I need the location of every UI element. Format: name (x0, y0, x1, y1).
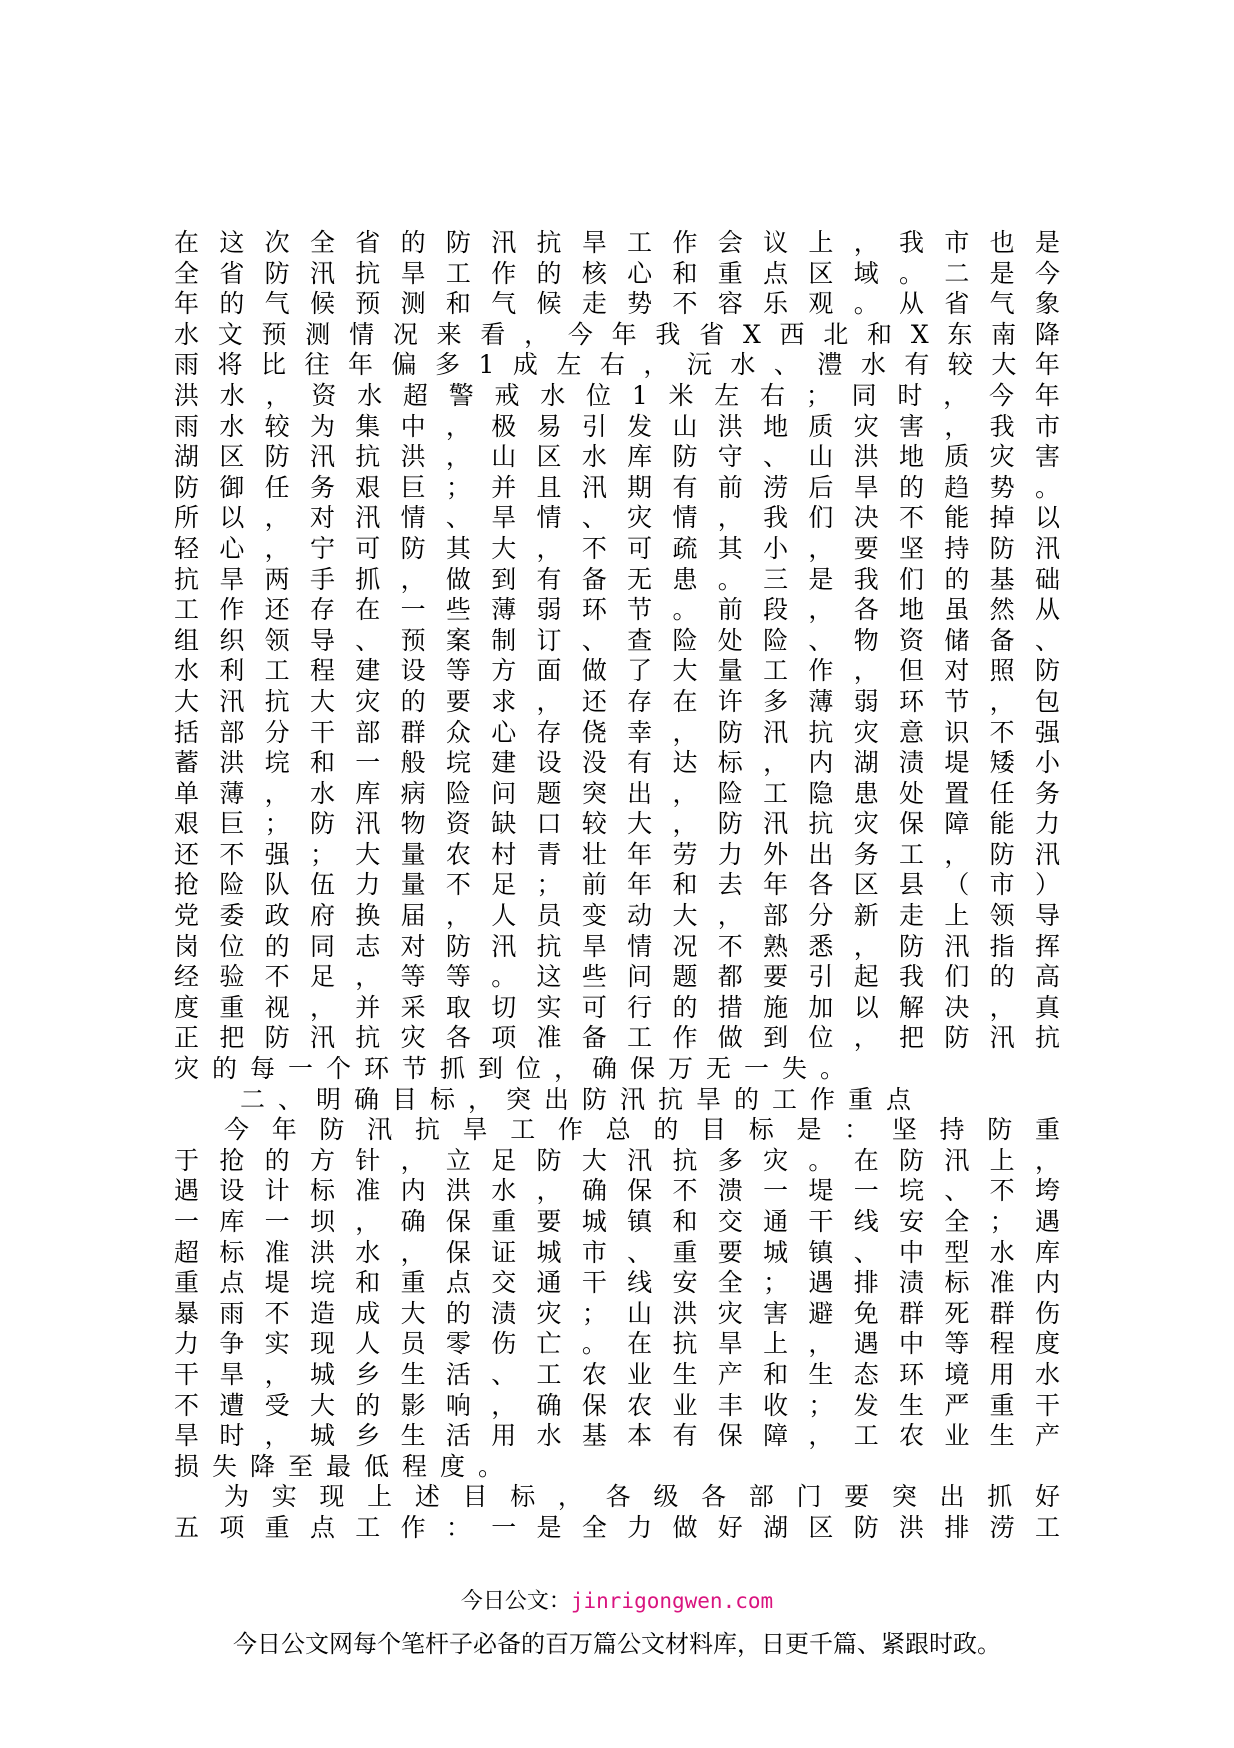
text-line: 全 省 防 汛 抗 旱 工 作 的 核 心 和 重 点 区 域 。 二 是 今 (174, 258, 1060, 288)
text-line: 损失降至最低程度。 (174, 1451, 517, 1481)
text-line: 工 作 还 存 在 一 些 薄 弱 环 节 。 前 段 ， 各 地 虽 然 从 (174, 595, 1060, 625)
text-line: 遇 设 计 标 准 内 洪 水 ， 确 保 不 溃 一 堤 一 垸 、 不 垮 (174, 1176, 1060, 1206)
text-line: 水 文 预 测 情 况 来 看 ， 今 年 我 省 X 西 北 和 X 东 南 降 (174, 319, 1060, 349)
text-line: 抗 旱 两 手 抓 ， 做 到 有 备 无 患 。 三 是 我 们 的 基 础 (174, 564, 1060, 594)
footer-site-label: 今日公文： (460, 1589, 571, 1614)
text-line: 年 的 气 候 预 测 和 气 候 走 势 不 容 乐 观 。 从 省 气 象 (174, 289, 1060, 319)
text-line: 所 以 ， 对 汛 情 、 旱 情 、 灾 情 ， 我 们 决 不 能 掉 以 (174, 503, 1060, 533)
text-line: 括 部 分 干 部 群 众 心 存 侥 幸 ， 防 汛 抗 灾 意 识 不 强 (174, 717, 1060, 747)
text-line: 雨 水 较 为 集 中 ， 极 易 引 发 山 洪 地 质 灾 害 ， 我 市 (174, 411, 1060, 441)
text-line: 洪 水 ， 资 水 超 警 戒 水 位 1 米 左 右 ； 同 时 ， 今 年 (174, 380, 1060, 410)
text-line: 岗 位 的 同 志 对 防 汛 抗 旱 情 况 不 熟 悉 ， 防 汛 指 挥 (174, 931, 1060, 961)
footer-tagline: 今日公文网每个笔杆子必备的百万篇公文材料库，日更千篇、紧跟时政。 (233, 1630, 1001, 1658)
text-line: 经 验 不 足 ， 等 等 。 这 些 问 题 都 要 引 起 我 们 的 高 (174, 962, 1060, 992)
text-line: 还 不 强 ； 大 量 农 村 青 壮 年 劳 力 外 出 务 工 ， 防 汛 (174, 839, 1060, 869)
text-line: 湖 区 防 汛 抗 洪 ， 山 区 水 库 防 守 、 山 洪 地 质 灾 害 (174, 442, 1060, 472)
text-line: 不 遭 受 大 的 影 响 ， 确 保 农 业 丰 收 ； 发 生 严 重 干 (174, 1390, 1060, 1420)
footer-site-link[interactable]: jinrigongwen.com (570, 1589, 774, 1613)
text-line: 艰 巨 ； 防 汛 物 资 缺 口 较 大 ， 防 汛 抗 灾 保 障 能 力 (174, 809, 1060, 839)
text-line: 超 标 准 洪 水 ， 保 证 城 市 、 重 要 城 镇 、 中 型 水 库 (174, 1237, 1060, 1267)
text-line: 水 利 工 程 建 设 等 方 面 做 了 大 量 工 作 ， 但 对 照 防 (174, 656, 1060, 686)
text-line: 组 织 领 导 、 预 案 制 订 、 查 险 处 险 、 物 资 储 备 、 (174, 625, 1060, 655)
text-line: 轻 心 ， 宁 可 防 其 大 ， 不 可 疏 其 小 ， 要 坚 持 防 汛 (174, 533, 1060, 563)
text-line: 单 薄 ， 水 库 病 险 问 题 突 出 ， 险 工 隐 患 处 置 任 务 (174, 778, 1060, 808)
text-line: 干 旱 ， 城 乡 生 活 、 工 农 业 生 产 和 生 态 环 境 用 水 (174, 1359, 1060, 1389)
text-line: 大 汛 抗 大 灾 的 要 求 ， 还 存 在 许 多 薄 弱 环 节 ， 包 (174, 686, 1060, 716)
text-line: 五 项 重 点 工 作 ： 一 是 全 力 做 好 湖 区 防 洪 排 涝 工 (174, 1512, 1060, 1542)
text-line: 蓄 洪 垸 和 一 般 垸 建 设 没 有 达 标 ， 内 湖 渍 堤 矮 小 (174, 748, 1060, 778)
section-heading: 二、明确目标，突出防汛抗旱的工作重点 (240, 1084, 925, 1114)
text-line: 一 库 一 坝 ， 确 保 重 要 城 镇 和 交 通 干 线 安 全 ； 遇 (174, 1207, 1060, 1236)
text-line: 防 御 任 务 艰 巨 ； 并 且 汛 期 有 前 涝 后 旱 的 趋 势 。 (174, 472, 1060, 502)
text-line: 为 实 现 上 述 目 标 ， 各 级 各 部 门 要 突 出 抓 好 (224, 1482, 1060, 1512)
text-line: 雨 将 比 往 年 偏 多 1 成 左 右 ， 沅 水 、 澧 水 有 较 大 年 (174, 350, 1060, 380)
text-line: 灾的每一个环节抓到位，确保万无一失。 (174, 1054, 859, 1084)
text-line: 今 年 防 汛 抗 旱 工 作 总 的 目 标 是 ： 坚 持 防 重 (224, 1115, 1060, 1145)
text-line: 于 抢 的 方 针 ， 立 足 防 大 汛 抗 多 灾 。 在 防 汛 上 ， (174, 1145, 1060, 1175)
text-line: 在 这 次 全 省 的 防 汛 抗 旱 工 作 会 议 上 ， 我 市 也 是 (174, 228, 1060, 257)
document-body (174, 228, 1060, 1544)
text-line: 正 把 防 汛 抗 灾 各 项 准 备 工 作 做 到 位 ， 把 防 汛 抗 (174, 1023, 1060, 1053)
footer-site-line (0, 1584, 1234, 1615)
text-line: 抢 险 队 伍 力 量 不 足 ； 前 年 和 去 年 各 区 县 （ 市 ） (174, 870, 1060, 900)
text-line: 党 委 政 府 换 届 ， 人 员 变 动 大 ， 部 分 新 走 上 领 导 (174, 901, 1060, 931)
text-line: 度 重 视 ， 并 采 取 切 实 可 行 的 措 施 加 以 解 决 ， 真 (174, 992, 1060, 1022)
text-line: 暴 雨 不 造 成 大 的 渍 灾 ； 山 洪 灾 害 避 免 群 死 群 伤 (174, 1298, 1060, 1328)
text-line: 力 争 实 现 人 员 零 伤 亡 。 在 抗 旱 上 ， 遇 中 等 程 度 (174, 1329, 1060, 1359)
text-line: 旱 时 ， 城 乡 生 活 用 水 基 本 有 保 障 ， 工 农 业 生 产 (174, 1421, 1060, 1451)
text-line: 重 点 堤 垸 和 重 点 交 通 干 线 安 全 ； 遇 排 渍 标 准 内 (174, 1268, 1060, 1298)
